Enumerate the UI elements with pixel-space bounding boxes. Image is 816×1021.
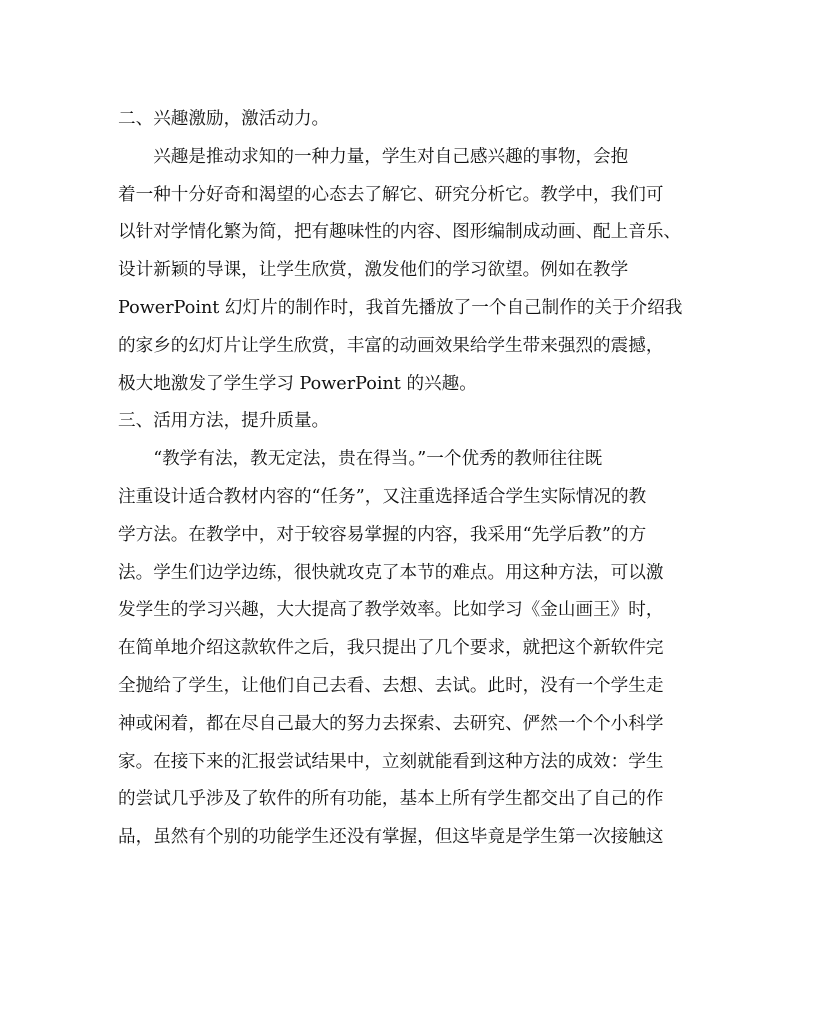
text-line: 设计新颖的导课，让学生欣赏，激发他们的学习欲望。例如在教学 xyxy=(118,260,629,281)
paragraph-interest xyxy=(118,139,698,404)
text-line: 神或闲着，都在尽自己最大的努力去探索、去研究、俨然一个个小科学 xyxy=(118,713,664,734)
paragraph-methods xyxy=(118,441,698,857)
text-line: 在简单地介绍这款软件之后，我只提出了几个要求，就把这个新软件完 xyxy=(118,638,664,659)
text-line: 学方法。在教学中，对于较容易掌握的内容，我采用“先学后教”的方 xyxy=(118,524,647,545)
section-heading-3 xyxy=(118,403,698,441)
text-line: 以针对学情化繁为简，把有趣味性的内容、图形编制成动画、配上音乐、 xyxy=(118,222,682,243)
text-line: 三、活用方法，提升质量。 xyxy=(118,411,330,432)
text-line: 品，虽然有个别的功能学生还没有掌握，但这毕竟是学生第一次接触这 xyxy=(118,827,664,848)
text-line: PowerPoint 幻灯片的制作时，我首先播放了一个自己制作的关于介绍我 xyxy=(118,297,683,318)
text-line: 极大地激发了学生学习 PowerPoint 的兴趣。 xyxy=(118,373,477,394)
text-line: 的尝试几乎涉及了软件的所有功能，基本上所有学生都交出了自己的作 xyxy=(118,789,664,810)
text-line: “教学有法，教无定法，贵在得当。”一个优秀的教师往往既 xyxy=(153,449,603,470)
text-line: 注重设计适合教材内容的“任务”，又注重选择适合学生实际情况的教 xyxy=(118,486,647,507)
text-line: 的家乡的幻灯片让学生欣赏，丰富的动画效果给学生带来强烈的震撼， xyxy=(118,335,664,356)
document-body xyxy=(118,101,698,857)
text-line: 家。在接下来的汇报尝试结果中，立刻就能看到这种方法的成效：学生 xyxy=(118,751,664,772)
text-line: 着一种十分好奇和渴望的心态去了解它、研究分析它。教学中，我们可 xyxy=(118,184,664,205)
text-line: 兴趣是推动求知的一种力量，学生对自己感兴趣的事物，会抱 xyxy=(153,146,629,167)
text-line: 全抛给了学生，让他们自己去看、去想、去试。此时，没有一个学生走 xyxy=(118,675,664,696)
text-line: 发学生的学习兴趣，大大提高了教学效率。比如学习《金山画王》时， xyxy=(118,600,664,621)
text-line: 法。学生们边学边练，很快就攻克了本节的难点。用这种方法，可以激 xyxy=(118,562,664,583)
section-heading-2 xyxy=(118,101,698,139)
text-line: 二、兴趣激励，激活动力。 xyxy=(118,109,330,129)
